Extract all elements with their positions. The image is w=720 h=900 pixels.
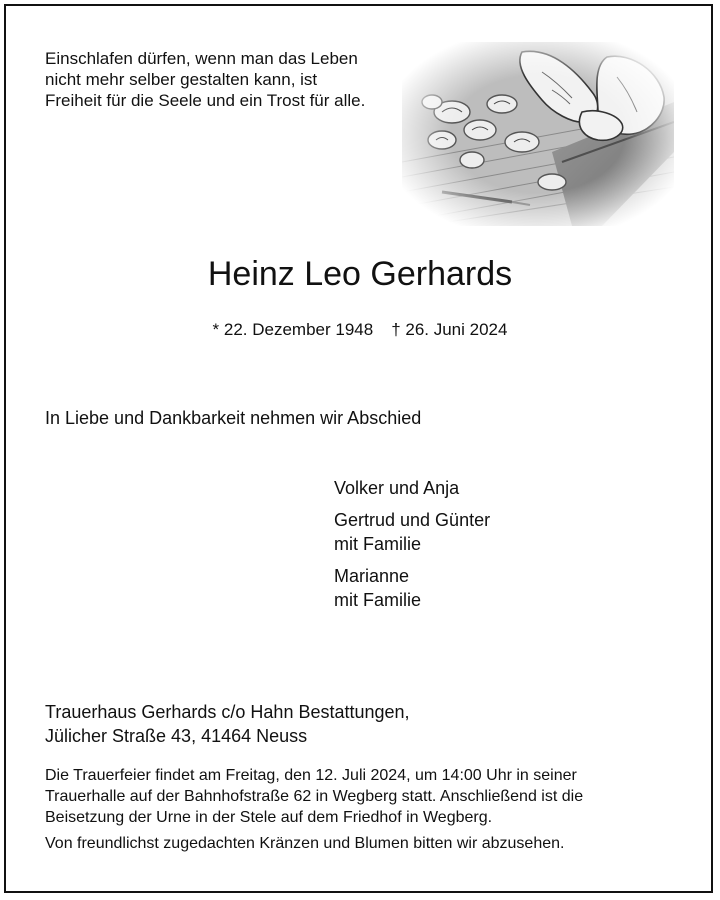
- quote-text: [45, 48, 405, 111]
- mourner-line: mit Familie: [334, 534, 422, 554]
- ceremony-line: Die Trauerfeier findet am Freitag, den 12. Juli 2024, um 14:00 Uhr in seiner: [45, 767, 577, 784]
- quote-line: Freiheit für die Seele und ein Trost für alle.: [45, 91, 366, 110]
- deceased-name: Heinz Leo Gerhards: [207, 255, 513, 293]
- birth-date: * 22. Dezember 1948: [212, 320, 374, 339]
- ceremony-line: Beisetzung der Urne in der Stele auf dem Friedhof in Wegberg.: [45, 809, 493, 826]
- address-line: Trauerhaus Gerhards c/o Hahn Bestattungen,: [45, 702, 410, 722]
- death-date: † 26. Juni 2024: [391, 320, 508, 339]
- ceremony-line: Trauerhalle auf der Bahnhofstraße 62 in Wegberg statt. Anschließend ist die: [45, 788, 584, 805]
- mourner-entry: [334, 508, 490, 556]
- mourner-line: Volker und Anja: [334, 478, 460, 498]
- farewell-text: In Liebe und Dankbarkeit nehmen wir Abschied: [45, 408, 422, 428]
- mourner-line: Gertrud und Günter: [334, 510, 491, 530]
- mourners-list: [334, 476, 490, 620]
- ceremony-info: [45, 765, 685, 854]
- life-dates: [0, 320, 720, 340]
- mourner-entry: [334, 564, 490, 612]
- mourning-address: [45, 700, 410, 748]
- quote-line: Einschlafen dürfen, wenn man das Leben: [45, 49, 358, 68]
- mourner-line: mit Familie: [334, 590, 422, 610]
- flowers-note: Von freundlichst zugedachten Kränzen und Blumen bitten wir abzusehen.: [45, 835, 565, 852]
- mourner-line: Marianne: [334, 566, 410, 586]
- mourner-entry: [334, 476, 490, 500]
- address-line: Jülicher Straße 43, 41464 Neuss: [45, 726, 308, 746]
- quote-line: nicht mehr selber gestalten kann, ist: [45, 70, 318, 89]
- woodcarving-hands-photo: [402, 42, 674, 226]
